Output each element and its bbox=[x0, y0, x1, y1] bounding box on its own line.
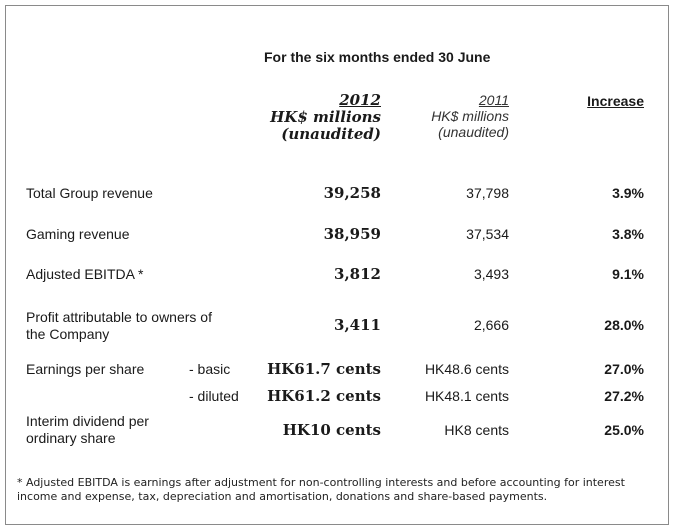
value-2012-interim-dividend: HK10 cents bbox=[282, 421, 381, 439]
col-2011-unit: HK$ millions bbox=[431, 108, 509, 124]
row-label-total-group-revenue: Total Group revenue bbox=[26, 185, 153, 201]
value-2012-eps-basic: HK61.7 cents bbox=[267, 360, 381, 378]
col-2011-header bbox=[431, 92, 509, 140]
col-increase-header: Increase bbox=[587, 93, 644, 109]
row-label-profit-attributable: Profit attributable to owners of the Company bbox=[26, 309, 212, 342]
row-label-gaming-revenue: Gaming revenue bbox=[26, 226, 130, 242]
value-2011-adjusted-ebitda: 3,493 bbox=[473, 266, 509, 282]
eps-basic-sublabel: - basic bbox=[189, 361, 231, 377]
value-2011-gaming-revenue: 37,534 bbox=[466, 226, 509, 242]
row-label-interim-dividend: Interim dividend per ordinary share bbox=[26, 413, 149, 446]
table-heading: For the six months ended 30 June bbox=[264, 49, 491, 65]
footnote: * Adjusted EBITDA is earnings after adjustment for non-controlling interests and before accounting for interest income and expense, tax, depreciation and amortisation, donations and share-based payments. bbox=[17, 476, 625, 503]
col-2012-header bbox=[270, 92, 381, 143]
value-2012-gaming-revenue: 38,959 bbox=[323, 225, 381, 243]
increase-total-group-revenue: 3.9% bbox=[612, 185, 644, 201]
value-2011-total-group-revenue: 37,798 bbox=[466, 185, 509, 201]
col-2012-note: (unaudited) bbox=[281, 125, 381, 143]
increase-adjusted-ebitda: 9.1% bbox=[612, 266, 644, 282]
value-2012-eps-diluted: HK61.2 cents bbox=[267, 387, 381, 405]
value-2011-eps-diluted: HK48.1 cents bbox=[424, 388, 509, 404]
value-2011-profit-attributable: 2,666 bbox=[473, 317, 509, 333]
col-2011-note: (unaudited) bbox=[438, 124, 509, 140]
row-label-adjusted-ebitda: Adjusted EBITDA * bbox=[26, 266, 144, 282]
value-2011-eps-basic: HK48.6 cents bbox=[424, 361, 509, 377]
col-2012-unit: HK$ millions bbox=[270, 108, 381, 126]
value-2012-profit-attributable: 3,411 bbox=[334, 316, 381, 334]
col-2012-year: 2012 bbox=[339, 91, 381, 109]
eps-diluted-sublabel: - diluted bbox=[189, 388, 239, 404]
increase-profit-attributable: 28.0% bbox=[604, 317, 644, 333]
col-2011-year: 2011 bbox=[478, 92, 509, 108]
value-2012-adjusted-ebitda: 3,812 bbox=[334, 265, 381, 283]
value-2011-interim-dividend: HK8 cents bbox=[444, 422, 509, 438]
row-label-earnings-per-share: Earnings per share bbox=[26, 361, 145, 377]
increase-interim-dividend: 25.0% bbox=[604, 422, 644, 438]
value-2012-total-group-revenue: 39,258 bbox=[323, 184, 381, 202]
increase-eps-basic: 27.0% bbox=[604, 361, 644, 377]
increase-gaming-revenue: 3.8% bbox=[612, 226, 644, 242]
increase-eps-diluted: 27.2% bbox=[604, 388, 644, 404]
